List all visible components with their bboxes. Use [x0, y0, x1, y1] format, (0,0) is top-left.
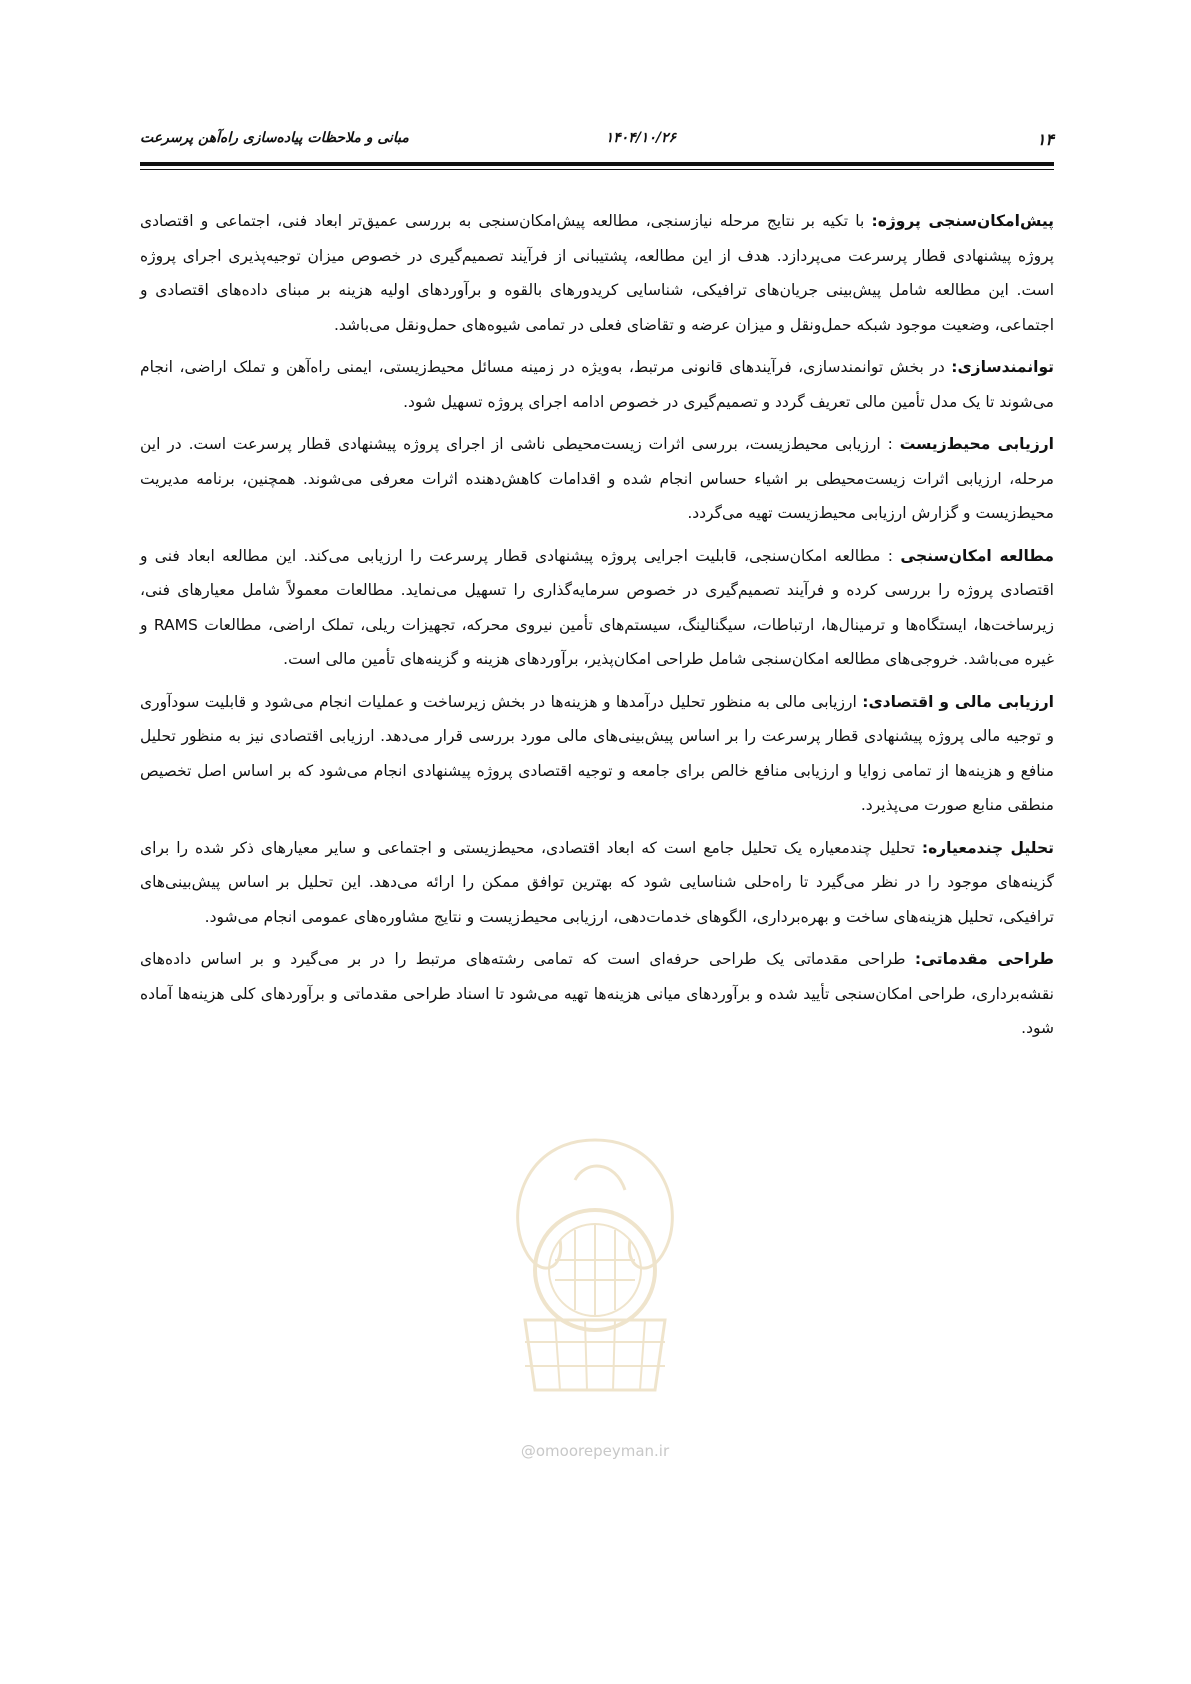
paragraph-text: ارزیابی مالی به منظور تحلیل درآمدها و هزینه‌ها در بخش زیرساخت و عملیات انجام می‌شود و قابلیت سودآوری و توجیه مالی پروژه پیشنهادی قطار پرسرعت را بر اساس پیش‌بینی‌های مالی مورد بررسی قرار می‌دهد. ارزیابی اقتصادی نیز به منظور تحلیل منافع و هزینه‌ها از تمامی زوایا و ارزیابی منافع خالص برای جامعه و توجیه اقتصادی پروژه پیشنهادی انجام می‌شود که بر اساس اصل تخصیص منطقی منابع صورت می‌پذیرد.	[140, 692, 1054, 814]
header-date: ۱۴۰۴/۱۰/۲۶	[605, 130, 676, 146]
paragraph-text: تحلیل چندمعیاره یک تحلیل جامع است که ابعاد اقتصادی، محیط‌زیستی و اجتماعی و سایر معیارهای ذکر شده را برای گزینه‌های موجود را در نظر می‌گیرد تا راه‌حلی شناسایی شود که بهترین توافق ممکن را ارائه می‌دهد. این تحلیل بر اساس پیش‌بینی‌های ترافیکی، تحلیل هزینه‌های ساخت و بهره‌برداری، الگوهای خدمات‌دهی، ارزیابی محیط‌زیست و نتایج مشاوره‌های عمومی انجام می‌شود.	[140, 838, 1054, 926]
paragraph-financial-economic	[140, 685, 1054, 823]
header-title: مبانی و ملاحظات پیاده‌سازی راه‌آهن پرسرعت	[140, 130, 409, 146]
paragraph-preliminary-design	[140, 942, 1054, 1046]
watermark-logo	[465, 1120, 725, 1420]
paragraph-heading: ارزیابی مالی و اقتصادی:	[862, 692, 1054, 711]
watermark-site: @omoorepeyman.ir	[520, 1442, 670, 1460]
body-text	[140, 204, 1054, 1054]
paragraph-multicriteria	[140, 831, 1054, 935]
paragraph-heading: تحلیل چندمعیاره:	[921, 838, 1055, 857]
header-rule-thick	[140, 162, 1054, 166]
paragraph-feasibility-study	[140, 539, 1054, 677]
paragraph-prefeasibility	[140, 204, 1054, 342]
paragraph-text: با تکیه بر نتایج مرحله نیازسنجی، مطالعه پیش‌امکان‌سنجی به بررسی عمیق‌تر ابعاد فنی، اجتماعی و اقتصادی پروژه پیشنهادی قطار پرسرعت می‌پردازد. هدف از این مطالعه، پشتیبانی از فرآیند تصمیم‌گیری در خصوص میزان توجیه‌پذیری اجرای پروژه است. این مطالعه شامل پیش‌بینی جریان‌های ترافیکی، شناسایی کریدورهای بالقوه و برآوردهای اولیه هزینه بر مبنای داده‌های اقتصادی و اجتماعی، وضعیت موجود شبکه حمل‌ونقل و میزان عرضه و تقاضای فعلی در تمامی شیوه‌های حمل‌ونقل می‌باشد.	[140, 212, 1054, 334]
paragraph-heading: پیش‌امکان‌سنجی پروژه:	[871, 212, 1055, 230]
paragraph-text: : ارزیابی محیط‌زیست، بررسی اثرات زیست‌محیطی ناشی از اجرای پروژه پیشنهادی قطار پرسرعت است. در این مرحله، ارزیابی اثرات زیست‌محیطی بر اشیاء حساس انجام شده و اقدامات کاهش‌دهنده اثرات معرفی می‌شوند. همچنین، برنامه مدیریت محیط‌زیست و گزارش ارزیابی محیط‌زیست تهیه می‌گردد.	[140, 435, 1054, 522]
paragraph-heading: مطالعه امکان‌سنجی	[900, 546, 1054, 565]
paragraph-text: طراحی مقدماتی یک طراحی حرفه‌ای است که تمامی رشته‌های مرتبط را در بر می‌گیرد و بر اساس داده‌های نقشه‌برداری، طراحی امکان‌سنجی تأیید شده و برآوردهای میانی هزینه‌ها تهیه می‌شود تا اسناد طراحی مقدماتی و برآوردهای کلی هزینه‌ها آماده شود.	[140, 950, 1054, 1037]
paragraph-text: : مطالعه امکان‌سنجی، قابلیت اجرایی پروژه پیشنهادی قطار پرسرعت را ارزیابی می‌کند. این مطالعه ابعاد فنی و اقتصادی پروژه را بررسی کرده و فرآیند تصمیم‌گیری در خصوص سرمایه‌گذاری را تسهیل می‌نماید. مطالعات معمولاً شامل معیارهای فنی، زیرساخت‌ها، ایستگاه‌ها و ترمینال‌ها، ارتباطات، سیگنالینگ، سیستم‌های تأمین نیروی محرکه، تجهیزات ریلی، تملک اراضی، مطالعات RAMS و غیره می‌باشد. خروجی‌های مطالعه امکان‌سنجی شامل طراحی امکان‌پذیر، برآوردهای هزینه و گزینه‌های تأمین مالی است.	[140, 546, 1055, 668]
paragraph-heading: طراحی مقدماتی:	[914, 950, 1054, 968]
page-number: ۱۴	[1036, 130, 1054, 149]
paragraph-environmental-assessment	[140, 427, 1054, 531]
paragraph-heading: ارزیابی محیط‌زیست	[899, 435, 1054, 453]
page-header	[140, 126, 1054, 160]
paragraph-heading: توانمندسازی:	[951, 358, 1054, 376]
paragraph-text: در بخش توانمندسازی، فرآیندهای قانونی مرتبط، به‌ویژه در زمینه مسائل محیط‌زیستی، ایمنی راه‌آهن و تملک اراضی، انجام می‌شوند تا یک مدل تأمین مالی تعریف گردد و تصمیم‌گیری در خصوص ادامه اجرای پروژه تسهیل شود.	[140, 358, 1054, 411]
header-rule-thin	[140, 169, 1054, 170]
paragraph-enablement	[140, 350, 1054, 419]
